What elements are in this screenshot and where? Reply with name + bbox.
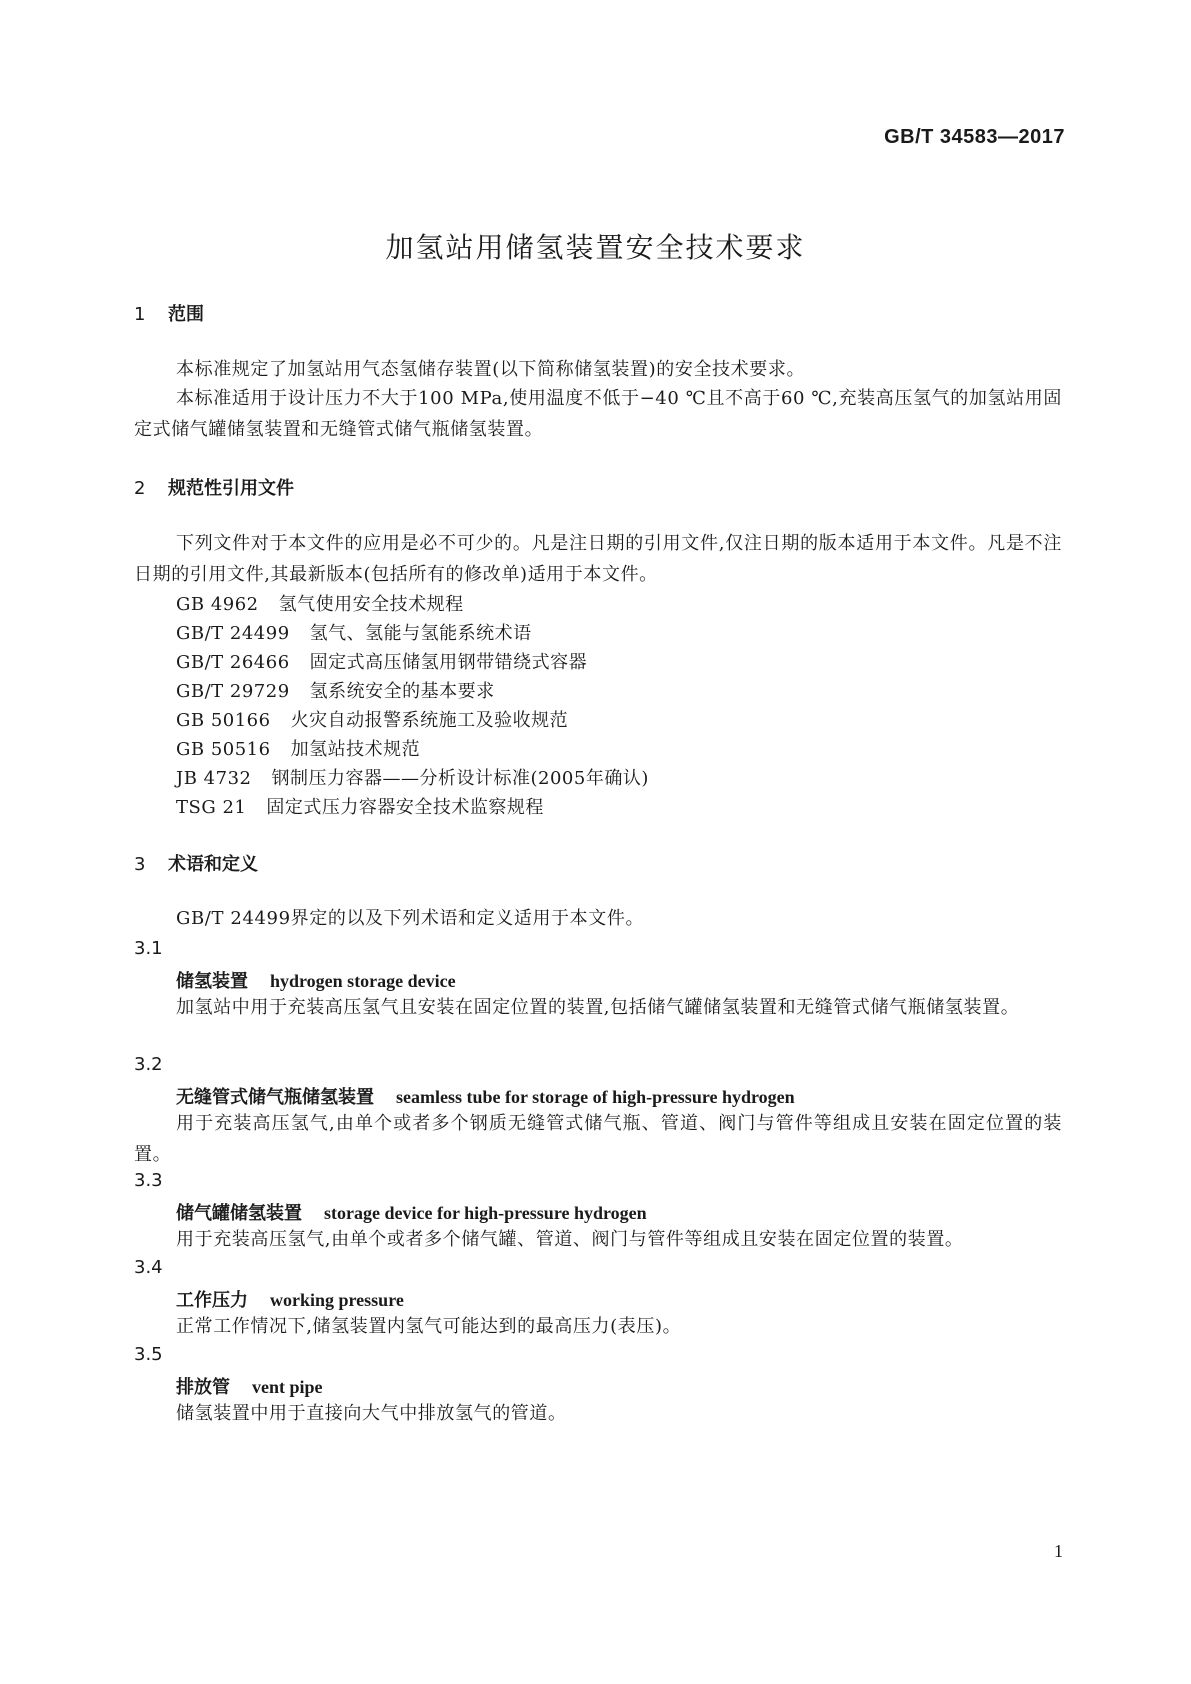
reference-code: GB/T 29729 bbox=[176, 681, 290, 702]
section-title: 规范性引用文件 bbox=[168, 478, 294, 499]
section-3-heading bbox=[134, 850, 258, 876]
reference-item bbox=[176, 735, 420, 761]
term-zh: 储气罐储氢装置 bbox=[176, 1203, 302, 1224]
reference-name: 火灾自动报警系统施工及验收规范 bbox=[290, 710, 569, 731]
term-number: 3.3 bbox=[134, 1170, 163, 1191]
section-1-heading bbox=[134, 300, 204, 326]
term-en: vent pipe bbox=[252, 1377, 323, 1397]
term-number: 3.2 bbox=[134, 1054, 163, 1075]
term-number: 3.1 bbox=[134, 938, 163, 959]
standard-code: GB/T 34583—2017 bbox=[884, 126, 1065, 148]
reference-code: TSG 21 bbox=[176, 797, 247, 818]
term-en: hydrogen storage device bbox=[270, 971, 456, 991]
document-title: 加氢站用储氢装置安全技术要求 bbox=[385, 231, 806, 264]
term-definition: 储氢装置中用于直接向大气中排放氢气的管道。 bbox=[176, 1403, 567, 1424]
term-en: working pressure bbox=[270, 1290, 404, 1310]
term-en: storage device for high-pressure hydrogen bbox=[324, 1203, 647, 1223]
page-number: 1 bbox=[1054, 1541, 1063, 1561]
section-number: 2 bbox=[134, 478, 146, 499]
reference-code: GB 50516 bbox=[176, 739, 271, 760]
term-number: 3.5 bbox=[134, 1344, 163, 1365]
term-number: 3.4 bbox=[134, 1257, 163, 1278]
reference-item bbox=[176, 764, 649, 790]
reference-name: 固定式压力容器安全技术监察规程 bbox=[266, 797, 544, 818]
reference-item bbox=[176, 619, 532, 645]
reference-name: 钢制压力容器——分析设计标准(2005年确认) bbox=[271, 768, 649, 789]
term-zh: 工作压力 bbox=[176, 1290, 248, 1311]
term-heading bbox=[176, 1199, 647, 1225]
section-2-intro: 下列文件对于本文件的应用是必不可少的。凡是注日期的引用文件,仅注日期的版本适用于本文件。凡是不注日期的引用文件,其最新版本(包括所有的修改单)适用于本文件。 bbox=[134, 533, 1062, 585]
section-title: 术语和定义 bbox=[168, 854, 258, 875]
term-heading bbox=[176, 1286, 404, 1312]
section-3-intro: GB/T 24499界定的以及下列术语和定义适用于本文件。 bbox=[176, 908, 645, 929]
reference-item bbox=[176, 590, 464, 616]
reference-code: JB 4732 bbox=[176, 768, 252, 789]
term-en: seamless tube for storage of high-pressure hydrogen bbox=[396, 1087, 795, 1107]
reference-item bbox=[176, 793, 544, 819]
section-1-para-2: 本标准适用于设计压力不大于100 MPa,使用温度不低于−40 ℃且不高于60 ℃,充装高压氢气的加氢站用固定式储气罐储氢装置和无缝管式储气瓶储氢装置。 bbox=[134, 388, 1062, 440]
reference-name: 加氢站技术规范 bbox=[290, 739, 421, 760]
term-definition: 用于充装高压氢气,由单个或者多个储气罐、管道、阀门与管件等组成且安装在固定位置的装置。 bbox=[176, 1229, 964, 1250]
section-1-para-1: 本标准规定了加氢站用气态氢储存装置(以下简称储氢装置)的安全技术要求。 bbox=[176, 359, 806, 380]
term-definition: 用于充装高压氢气,由单个或者多个钢质无缝管式储气瓶、管道、阀门与管件等组成且安装在固定位置的装置。 bbox=[134, 1113, 1062, 1165]
reference-code: GB 50166 bbox=[176, 710, 271, 731]
term-heading bbox=[176, 1373, 323, 1399]
section-number: 1 bbox=[134, 304, 146, 325]
term-definition: 加氢站中用于充装高压氢气且安装在固定位置的装置,包括储气罐储氢装置和无缝管式储气瓶储氢装置。 bbox=[176, 997, 1020, 1018]
term-definition: 正常工作情况下,储氢装置内氢气可能达到的最高压力(表压)。 bbox=[176, 1316, 682, 1337]
reference-code: GB/T 26466 bbox=[176, 652, 290, 673]
reference-name: 氢气、氢能与氢能系统术语 bbox=[309, 623, 532, 644]
reference-name: 固定式高压储氢用钢带错绕式容器 bbox=[309, 652, 588, 673]
term-heading bbox=[176, 967, 456, 993]
reference-name: 氢气使用安全技术规程 bbox=[278, 594, 464, 615]
section-number: 3 bbox=[134, 854, 146, 875]
reference-code: GB 4962 bbox=[176, 594, 259, 615]
reference-name: 氢系统安全的基本要求 bbox=[309, 681, 495, 702]
section-2-heading bbox=[134, 474, 294, 500]
reference-item bbox=[176, 648, 587, 674]
reference-item bbox=[176, 677, 495, 703]
reference-code: GB/T 24499 bbox=[176, 623, 290, 644]
term-zh: 无缝管式储气瓶储氢装置 bbox=[176, 1087, 374, 1108]
term-zh: 储氢装置 bbox=[176, 971, 248, 992]
term-zh: 排放管 bbox=[176, 1377, 230, 1398]
section-title: 范围 bbox=[168, 304, 204, 325]
reference-item bbox=[176, 706, 568, 732]
term-heading bbox=[176, 1083, 795, 1109]
